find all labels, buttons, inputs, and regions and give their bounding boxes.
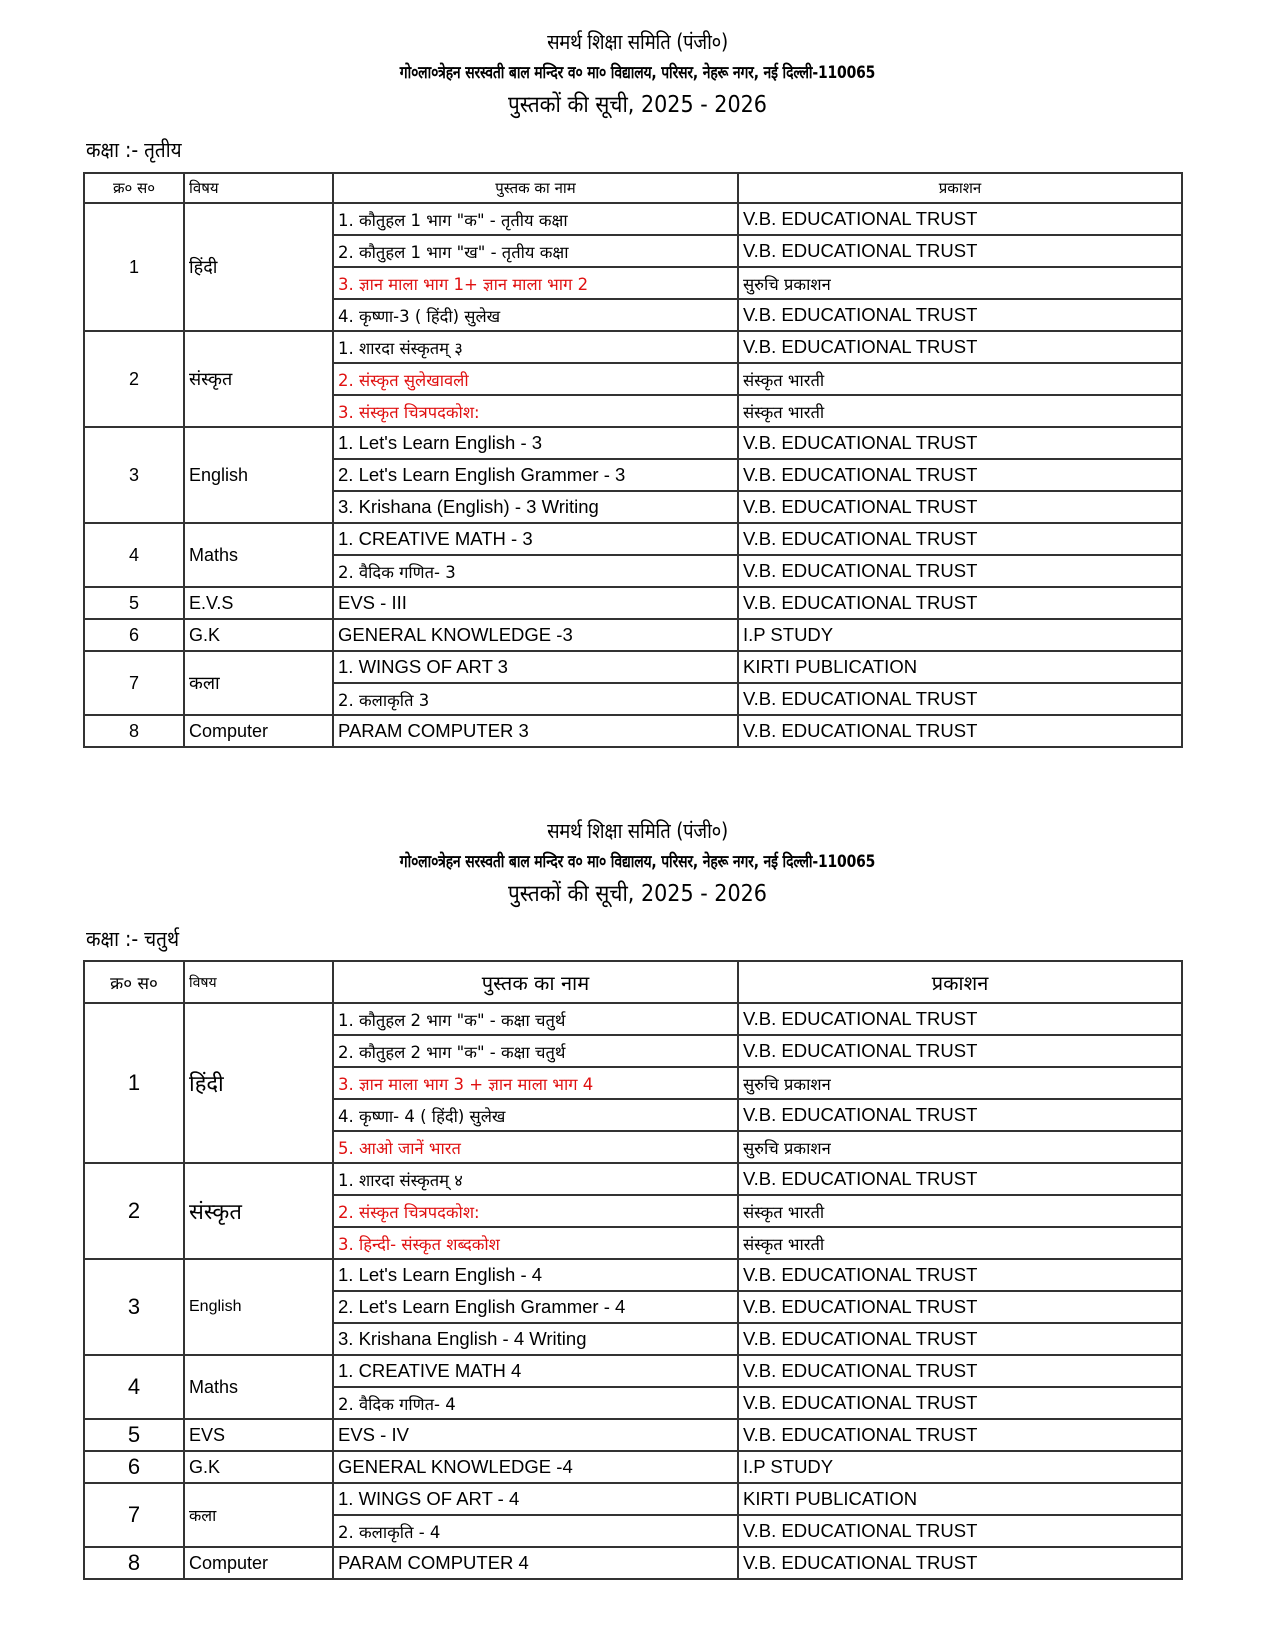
- serial-number: 8: [84, 715, 184, 747]
- publisher-name: V.B. EDUCATIONAL TRUST: [738, 1035, 1182, 1067]
- book-list-section-class-4: [0, 815, 1275, 1575]
- serial-number: 5: [84, 1419, 184, 1451]
- book-name: 3. संस्कृत चित्रपदकोश:: [333, 395, 738, 427]
- book-table: [83, 172, 1183, 748]
- serial-number: 7: [84, 651, 184, 715]
- book-list-section-class-3: [0, 26, 1275, 741]
- column-header-subject: विषय: [184, 961, 333, 1003]
- book-name: 2. कौतुहल 1 भाग "ख" - तृतीय कक्षा: [333, 235, 738, 267]
- table-row: [84, 1451, 1182, 1483]
- book-name: 4. कृष्णा-3 ( हिंदी) सुलेख: [333, 299, 738, 331]
- publisher-name: KIRTI PUBLICATION: [738, 1483, 1182, 1515]
- book-name: 2. संस्कृत चित्रपदकोश:: [333, 1195, 738, 1227]
- book-name: 2. कलाकृति 3: [333, 683, 738, 715]
- table-row: [84, 1003, 1182, 1035]
- publisher-name: V.B. EDUCATIONAL TRUST: [738, 1163, 1182, 1195]
- serial-number: 8: [84, 1547, 184, 1579]
- serial-number: 5: [84, 587, 184, 619]
- table-row: [84, 1355, 1182, 1387]
- publisher-name: संस्कृत भारती: [738, 1227, 1182, 1259]
- publisher-name: KIRTI PUBLICATION: [738, 651, 1182, 683]
- book-name: 2. कौतुहल 2 भाग "क" - कक्षा चतुर्थ: [333, 1035, 738, 1067]
- book-name: 1. WINGS OF ART 3: [333, 651, 738, 683]
- book-name: PARAM COMPUTER 4: [333, 1547, 738, 1579]
- book-name: 1. कौतुहल 1 भाग "क" - तृतीय कक्षा: [333, 203, 738, 235]
- publisher-name: V.B. EDUCATIONAL TRUST: [738, 1099, 1182, 1131]
- serial-number: 2: [84, 331, 184, 427]
- publisher-name: सुरुचि प्रकाशन: [738, 1131, 1182, 1163]
- publisher-name: V.B. EDUCATIONAL TRUST: [738, 1355, 1182, 1387]
- publisher-name: V.B. EDUCATIONAL TRUST: [738, 1547, 1182, 1579]
- subject-name: English: [184, 427, 333, 523]
- publisher-name: संस्कृत भारती: [738, 1195, 1182, 1227]
- serial-number: 6: [84, 619, 184, 651]
- book-name: 2. कलाकृति - 4: [333, 1515, 738, 1547]
- publisher-name: V.B. EDUCATIONAL TRUST: [738, 459, 1182, 491]
- subject-name: E.V.S: [184, 587, 333, 619]
- organization-name: समर्थ शिक्षा समिति (पंजी०): [547, 30, 728, 54]
- book-name: 1. WINGS OF ART - 4: [333, 1483, 738, 1515]
- subject-name: हिंदी: [184, 1003, 333, 1163]
- serial-number: 1: [84, 203, 184, 331]
- book-name: PARAM COMPUTER 3: [333, 715, 738, 747]
- column-header-book: पुस्तक का नाम: [333, 173, 738, 203]
- subject-name: English: [184, 1259, 333, 1355]
- book-name: 2. वैदिक गणित- 3: [333, 555, 738, 587]
- book-name: EVS - III: [333, 587, 738, 619]
- publisher-name: V.B. EDUCATIONAL TRUST: [738, 331, 1182, 363]
- book-name: 3. ज्ञान माला भाग 1+ ज्ञान माला भाग 2: [333, 267, 738, 299]
- school-address: गो०ला०त्रेहन सरस्वती बाल मन्दिर व० मा० विद्यालय, परिसर, नेहरू नगर, नई दिल्ली-110065: [399, 63, 876, 83]
- serial-number: 7: [84, 1483, 184, 1547]
- serial-number: 4: [84, 523, 184, 587]
- column-header-serial: क्र० स०: [84, 961, 184, 1003]
- table-row: [84, 651, 1182, 683]
- column-header-publisher: प्रकाशन: [738, 961, 1182, 1003]
- school-address: गो०ला०त्रेहन सरस्वती बाल मन्दिर व० मा० विद्यालय, परिसर, नेहरू नगर, नई दिल्ली-110065: [399, 852, 876, 872]
- publisher-name: V.B. EDUCATIONAL TRUST: [738, 715, 1182, 747]
- subject-name: कला: [184, 651, 333, 715]
- serial-number: 4: [84, 1355, 184, 1419]
- book-name: GENERAL KNOWLEDGE -4: [333, 1451, 738, 1483]
- book-name: 1. शारदा संस्कृतम् ४: [333, 1163, 738, 1195]
- publisher-name: V.B. EDUCATIONAL TRUST: [738, 1259, 1182, 1291]
- subject-name: Maths: [184, 523, 333, 587]
- subject-name: EVS: [184, 1419, 333, 1451]
- serial-number: 2: [84, 1163, 184, 1259]
- book-name: 1. CREATIVE MATH - 3: [333, 523, 738, 555]
- column-header-publisher: प्रकाशन: [738, 173, 1182, 203]
- book-name: 1. CREATIVE MATH 4: [333, 1355, 738, 1387]
- list-title: पुस्तकों की सूची, 2025 - 2026: [508, 881, 767, 907]
- book-name: 2. वैदिक गणित- 4: [333, 1387, 738, 1419]
- book-name: 1. कौतुहल 2 भाग "क" - कक्षा चतुर्थ: [333, 1003, 738, 1035]
- book-name: 1. Let's Learn English - 3: [333, 427, 738, 459]
- book-name: 4. कृष्णा- 4 ( हिंदी) सुलेख: [333, 1099, 738, 1131]
- serial-number: 6: [84, 1451, 184, 1483]
- table-row: [84, 619, 1182, 651]
- subject-name: संस्कृत: [184, 331, 333, 427]
- table-row: [84, 203, 1182, 235]
- table-row: [84, 331, 1182, 363]
- serial-number: 1: [84, 1003, 184, 1163]
- column-header-serial: क्र० स०: [84, 173, 184, 203]
- book-name: 3. ज्ञान माला भाग 3 + ज्ञान माला भाग 4: [333, 1067, 738, 1099]
- book-name: 5. आओ जानें भारत: [333, 1131, 738, 1163]
- table-row: [84, 523, 1182, 555]
- publisher-name: सुरुचि प्रकाशन: [738, 1067, 1182, 1099]
- publisher-name: V.B. EDUCATIONAL TRUST: [738, 299, 1182, 331]
- subject-name: Maths: [184, 1355, 333, 1419]
- subject-name: हिंदी: [184, 203, 333, 331]
- publisher-name: V.B. EDUCATIONAL TRUST: [738, 555, 1182, 587]
- publisher-name: V.B. EDUCATIONAL TRUST: [738, 1003, 1182, 1035]
- publisher-name: संस्कृत भारती: [738, 395, 1182, 427]
- book-name: 2. Let's Learn English Grammer - 3: [333, 459, 738, 491]
- table-row: [84, 1163, 1182, 1195]
- book-name: 2. संस्कृत सुलेखावली: [333, 363, 738, 395]
- book-name: 2. Let's Learn English Grammer - 4: [333, 1291, 738, 1323]
- table-row: [84, 587, 1182, 619]
- table-header-row: [84, 173, 1182, 203]
- publisher-name: I.P STUDY: [738, 1451, 1182, 1483]
- publisher-name: V.B. EDUCATIONAL TRUST: [738, 1515, 1182, 1547]
- subject-name: G.K: [184, 619, 333, 651]
- subject-name: कला: [184, 1483, 333, 1547]
- publisher-name: V.B. EDUCATIONAL TRUST: [738, 235, 1182, 267]
- table-row: [84, 1419, 1182, 1451]
- subject-name: संस्कृत: [184, 1163, 333, 1259]
- publisher-name: संस्कृत भारती: [738, 363, 1182, 395]
- publisher-name: I.P STUDY: [738, 619, 1182, 651]
- publisher-name: V.B. EDUCATIONAL TRUST: [738, 1419, 1182, 1451]
- table-row: [84, 715, 1182, 747]
- book-name: 1. Let's Learn English - 4: [333, 1259, 738, 1291]
- publisher-name: सुरुचि प्रकाशन: [738, 267, 1182, 299]
- table-row: [84, 427, 1182, 459]
- book-name: 3. Krishana (English) - 3 Writing: [333, 491, 738, 523]
- table-row: [84, 1547, 1182, 1579]
- book-name: 1. शारदा संस्कृतम् ३: [333, 331, 738, 363]
- serial-number: 3: [84, 427, 184, 523]
- book-table: [83, 960, 1183, 1580]
- publisher-name: V.B. EDUCATIONAL TRUST: [738, 1291, 1182, 1323]
- book-name: 3. हिन्दी- संस्कृत शब्दकोश: [333, 1227, 738, 1259]
- class-label: कक्षा :- चतुर्थ: [86, 927, 180, 951]
- publisher-name: V.B. EDUCATIONAL TRUST: [738, 491, 1182, 523]
- table-row: [84, 1259, 1182, 1291]
- book-name: EVS - IV: [333, 1419, 738, 1451]
- publisher-name: V.B. EDUCATIONAL TRUST: [738, 683, 1182, 715]
- publisher-name: V.B. EDUCATIONAL TRUST: [738, 1323, 1182, 1355]
- column-header-book: पुस्तक का नाम: [333, 961, 738, 1003]
- publisher-name: V.B. EDUCATIONAL TRUST: [738, 1387, 1182, 1419]
- publisher-name: V.B. EDUCATIONAL TRUST: [738, 427, 1182, 459]
- publisher-name: V.B. EDUCATIONAL TRUST: [738, 523, 1182, 555]
- subject-name: Computer: [184, 1547, 333, 1579]
- book-name: 3. Krishana English - 4 Writing: [333, 1323, 738, 1355]
- serial-number: 3: [84, 1259, 184, 1355]
- subject-name: G.K: [184, 1451, 333, 1483]
- table-header-row: [84, 961, 1182, 1003]
- book-name: GENERAL KNOWLEDGE -3: [333, 619, 738, 651]
- class-label: कक्षा :- तृतीय: [86, 138, 182, 162]
- publisher-name: V.B. EDUCATIONAL TRUST: [738, 587, 1182, 619]
- subject-name: Computer: [184, 715, 333, 747]
- column-header-subject: विषय: [184, 173, 333, 203]
- list-title: पुस्तकों की सूची, 2025 - 2026: [508, 92, 767, 118]
- publisher-name: V.B. EDUCATIONAL TRUST: [738, 203, 1182, 235]
- organization-name: समर्थ शिक्षा समिति (पंजी०): [547, 819, 728, 843]
- table-row: [84, 1483, 1182, 1515]
